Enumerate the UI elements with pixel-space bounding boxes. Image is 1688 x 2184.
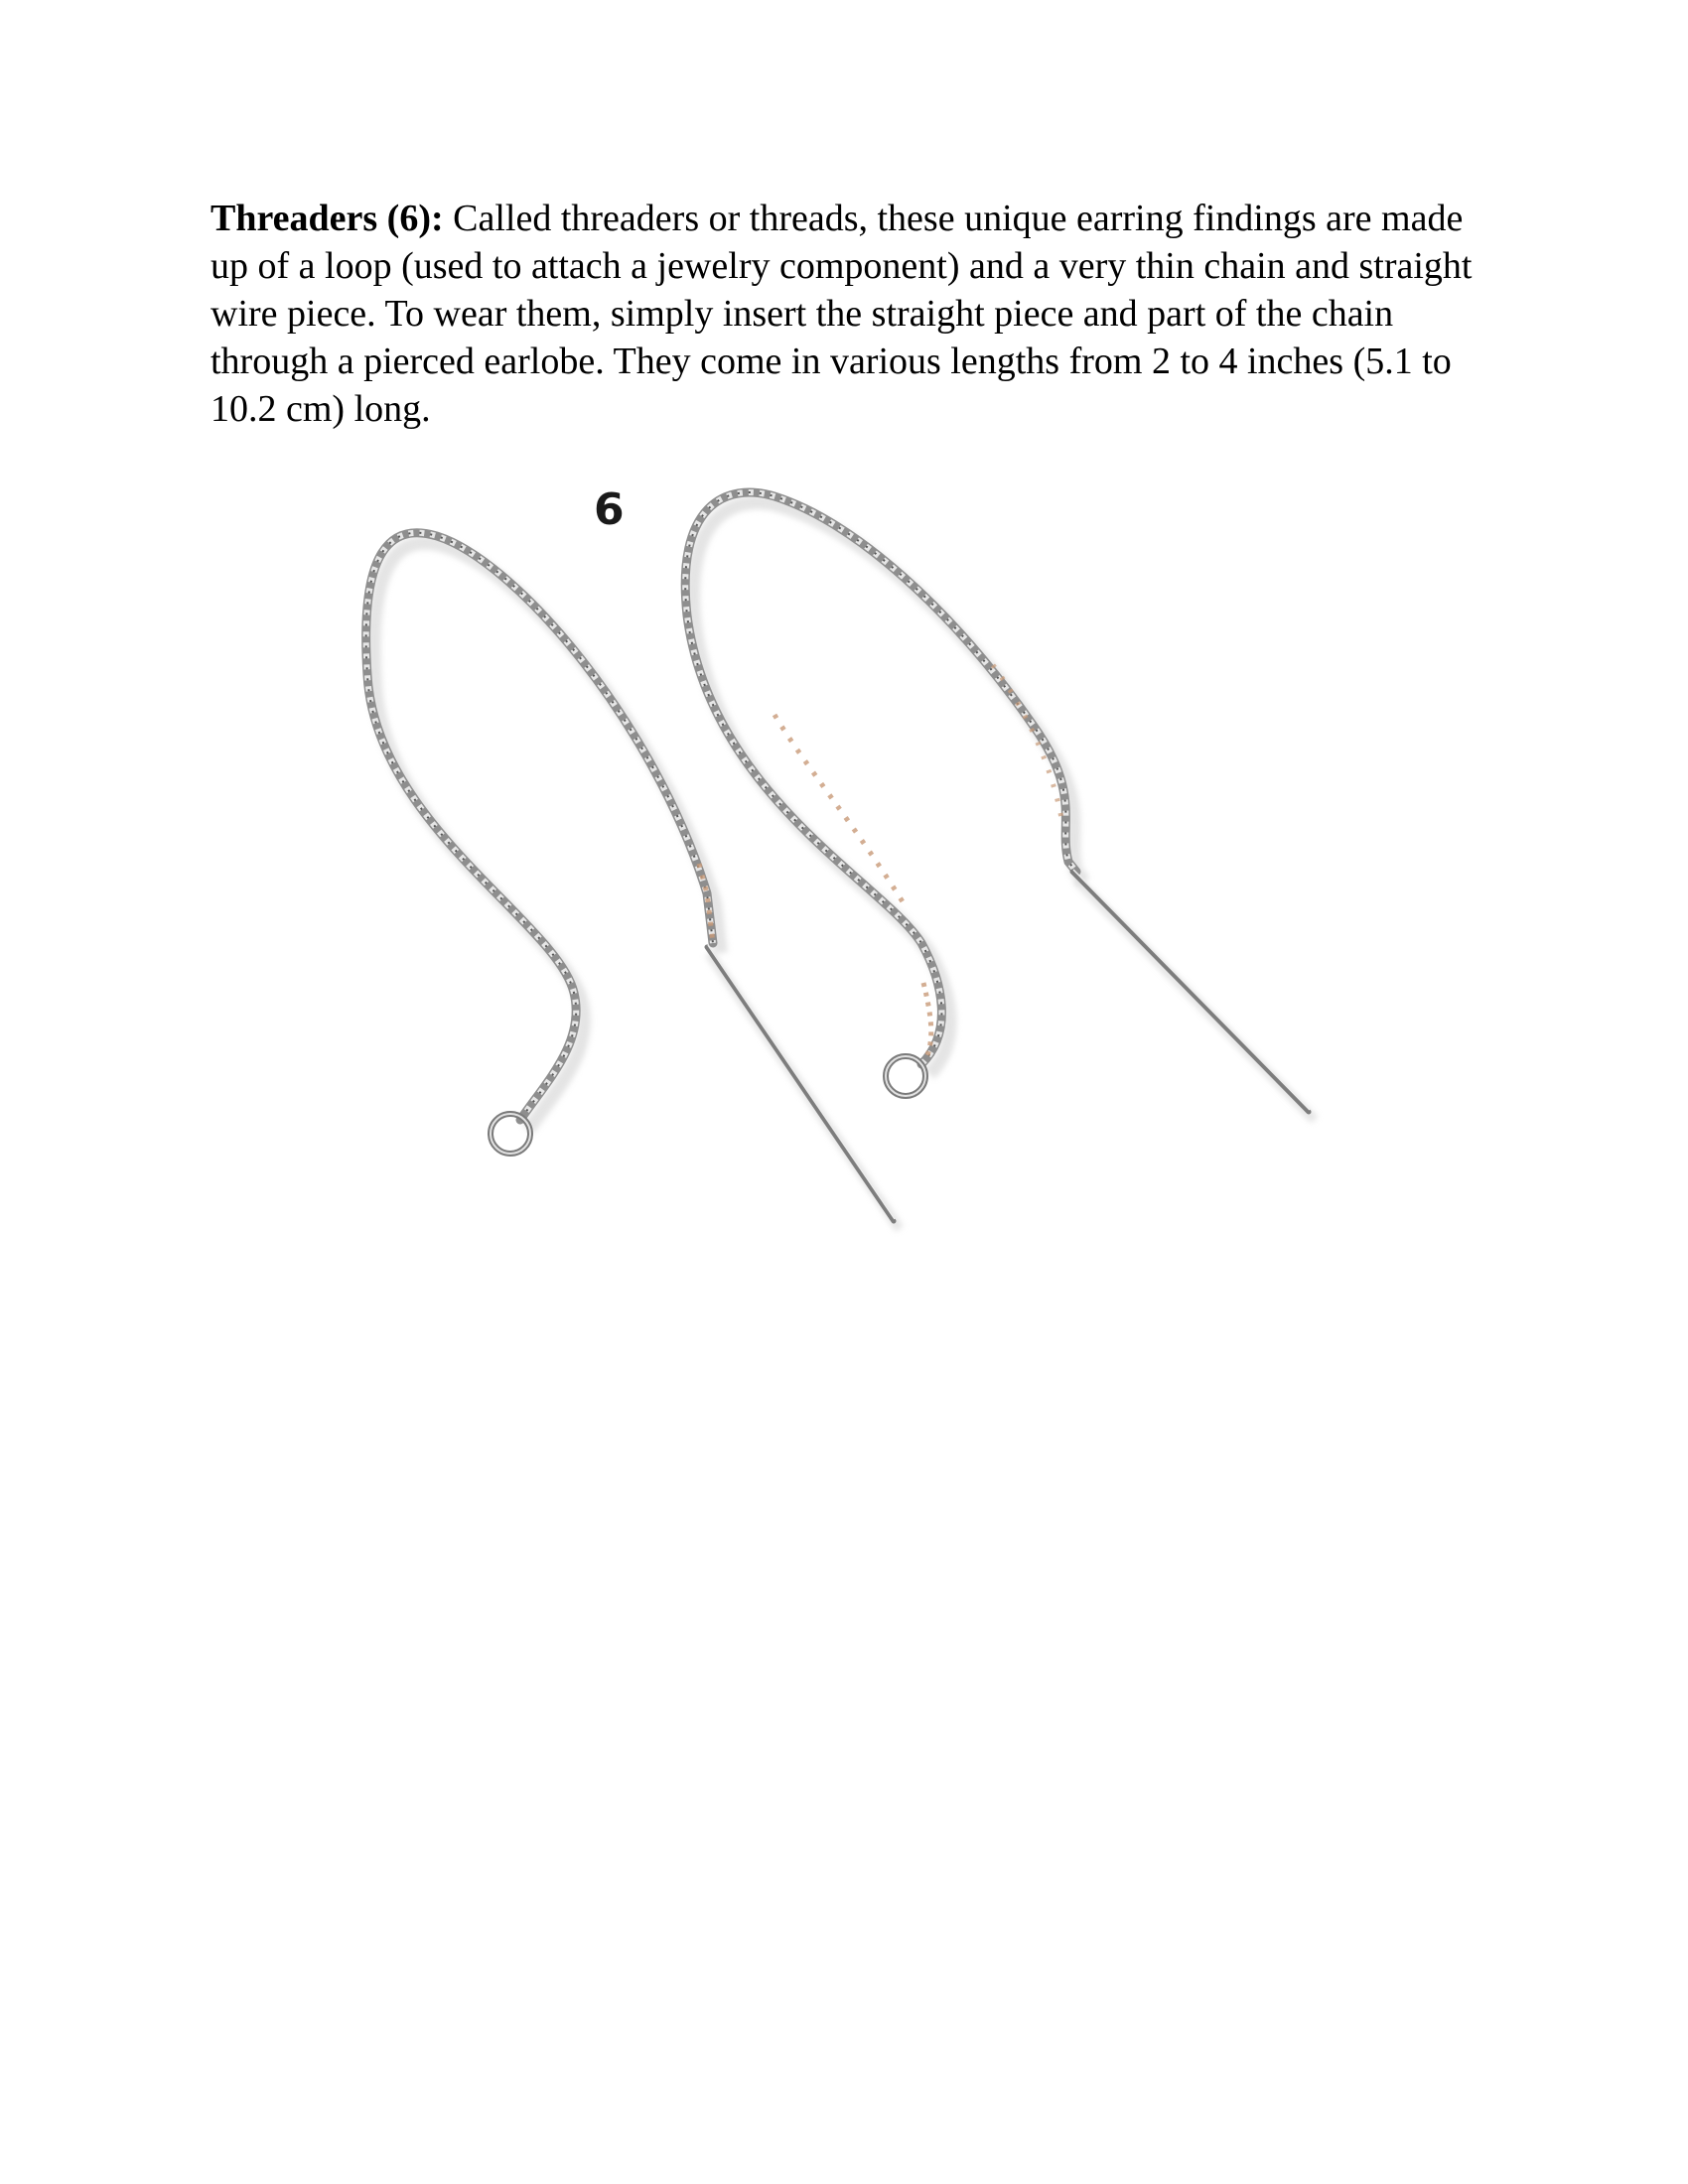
paragraph-lead: Threaders (6):	[211, 198, 444, 239]
figure-label: 6	[594, 484, 625, 535]
threaders-paragraph	[211, 195, 1491, 433]
left-threader	[366, 533, 900, 1229]
paragraph-body: Called threaders or threads, these unique earring findings are made up of a loop (used to attach a jewelry component) and a very thin chain and straight wire piece. To wear them, simply insert the straight piece and part of the chain through a pierced earlobe. They come in various lengths from 2 to 4 inches (5.1 to 10.2 cm) long.	[211, 198, 1473, 430]
left-straight-wire	[707, 947, 894, 1221]
right-straight-wire	[1072, 872, 1309, 1112]
threader-earrings-illustration	[298, 467, 1390, 1251]
threader-earrings-figure	[298, 467, 1390, 1251]
right-threader	[685, 492, 1315, 1120]
right-chain	[685, 492, 1076, 1064]
